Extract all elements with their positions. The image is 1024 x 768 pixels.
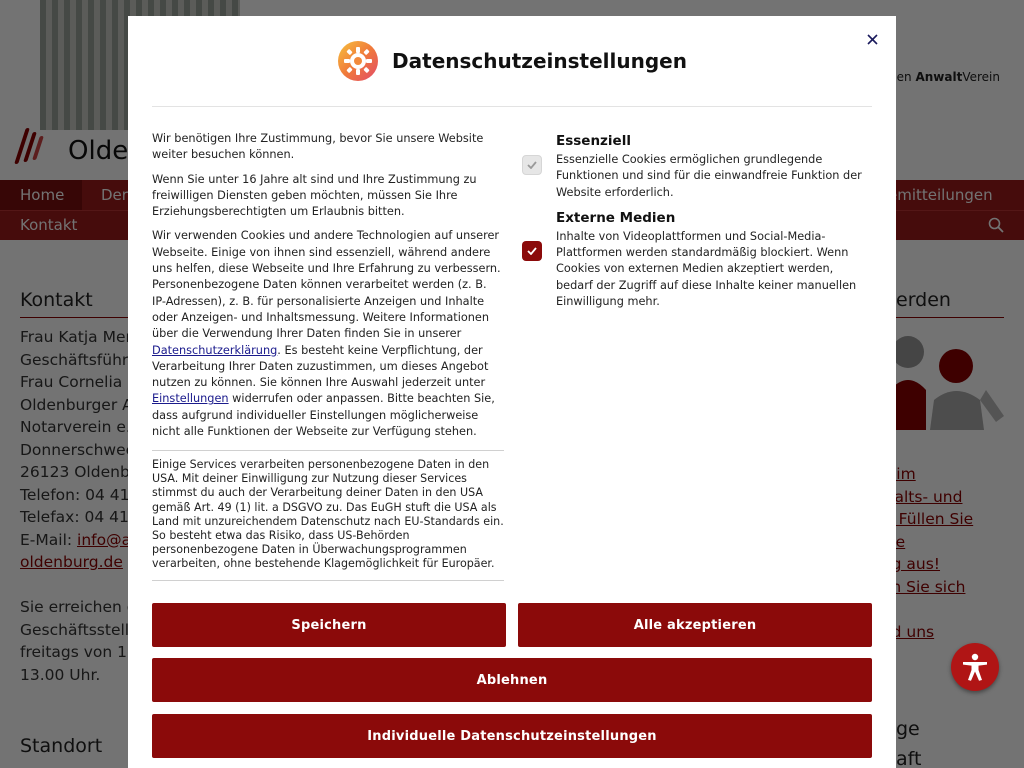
privacy-settings-dialog	[128, 16, 896, 768]
category-description: Inhalte von Videoplattformen und Social-Media-Plattformen werden standardmäßig blockiert. Wenn Cookies von externen Medien akzeptiert werden, bedarf der Zugriff auf diese Inhalte keiner manuellen Einwilligung mehr.	[556, 229, 857, 309]
dialog-title: Datenschutzeinstellungen	[392, 49, 687, 73]
cookie-settings-icon	[337, 40, 379, 82]
cookie-explanation: Wir verwenden Cookies und andere Technologien auf unserer Webseite. Einige von ihnen sind essenziell, während andere uns helfen, diese Webseite und Ihre Erfahrung zu verbessern. Personenbezogene Daten können verarbeitet werden (z. B. IP-Adressen), z. B. für personalisierte Anzeigen und Inhalte oder Anzeigen- und Inhaltsmessung. Weitere Informationen über die Verwendung Ihrer Daten finden Sie in unserer Datenschutzerklärung. Es besteht keine Verpflichtung, der Verarbeitung Ihrer Daten zuzustimmen, um dieses Angebot nutzen zu können. Sie können Ihre Auswahl jederzeit unter Einstellungen widerrufen oder anpassen. Bitte beachten Sie, dass aufgrund individueller Einstellungen möglicherweise nicht alle Funktionen der Webseite zur Verfügung stehen.	[152, 229, 501, 439]
checkmark-icon	[527, 247, 537, 255]
reject-button[interactable]: Ablehnen	[152, 658, 872, 702]
category-title: Essenziell	[556, 133, 631, 149]
individual-settings-button[interactable]: Individuelle Datenschutzeinstellungen	[152, 714, 872, 758]
settings-link[interactable]: Einstellungen	[152, 392, 229, 406]
privacy-policy-link[interactable]: Datenschutzerklärung	[152, 343, 278, 357]
category-essential	[556, 133, 866, 201]
age-notice: Wenn Sie unter 16 Jahre alt sind und Ihre Zustimmung zu freiwilligen Diensten geben möchten, müssen Sie Ihre Erziehungsberechtigten um Erlaubnis bitten.	[152, 172, 477, 219]
accessibility-button[interactable]	[951, 643, 999, 691]
essential-checkbox[interactable]	[522, 155, 542, 175]
category-title: Externe Medien	[556, 209, 676, 226]
accessibility-icon	[960, 652, 990, 682]
save-button[interactable]: Speichern	[152, 603, 506, 647]
usa-data-notice: Einige Services verarbeiten personenbezogene Daten in den USA. Mit deiner Einwilligung zur Nutzung dieser Services stimmst du auch der Verarbeitung deiner Daten in den USA gemäß Art. 49 (1) lit. a DSGVO zu. Das EuGH stuft die USA als Land mit unzureichendem Datenschutz nach EU-Standards ein. So besteht etwa das Risiko, dass US-Behörden personenbezogene Daten in Überwachungsprogrammen verarbeiten, ohne bestehende Klagemöglichkeit für Europäer.	[152, 450, 504, 581]
checkmark-icon	[527, 161, 537, 169]
category-external-media	[556, 210, 866, 310]
external-media-checkbox[interactable]	[522, 241, 542, 261]
accept-all-button[interactable]: Alle akzeptieren	[518, 603, 872, 647]
consent-description	[152, 131, 504, 448]
category-description: Essenzielle Cookies ermöglichen grundlegende Funktionen und sind für die einwandfreie Funktion der Website erforderlich.	[556, 153, 862, 199]
intro-paragraph: Wir benötigen Ihre Zustimmung, bevor Sie unsere Website weiter besuchen können.	[152, 132, 484, 162]
consent-categories	[556, 133, 866, 319]
dialog-header	[152, 16, 872, 107]
